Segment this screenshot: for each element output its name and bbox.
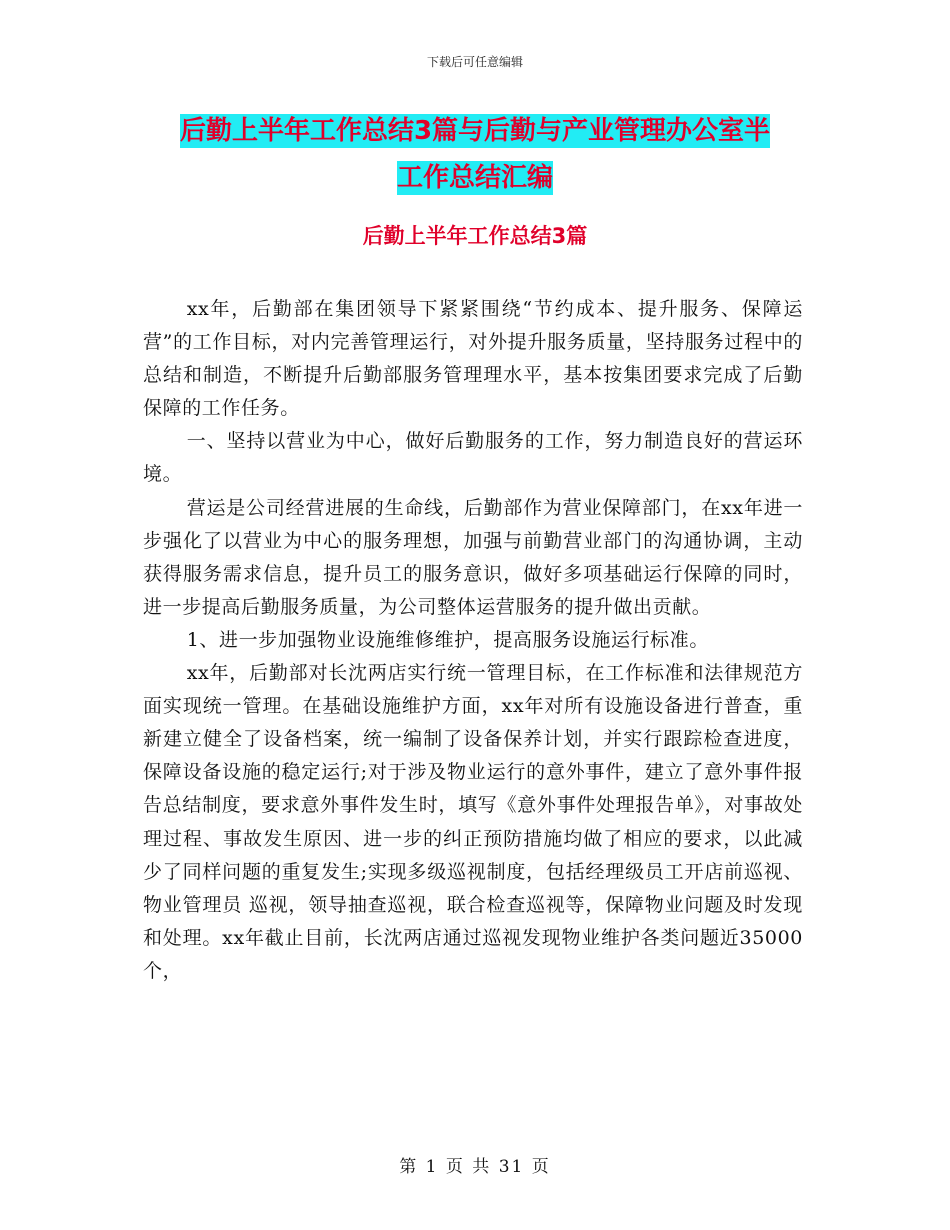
document-title bbox=[140, 108, 810, 202]
document-title-line-1: 后勤上半年工作总结3篇与后勤与产业管理办公室半 bbox=[179, 116, 771, 146]
paragraph: 营运是公司经营进展的生命线，后勤部作为营业保障部门，在xx年进一步强化了以营业为中心的服务理想，加强与前勤营业部门的沟通协调，主动获得服务需求信息，提升员工的服务意识，做好多项基础运行保障的同时，进一步提高后勤服务质量，为公司整体运营服务的提升做出贡献。 bbox=[143, 496, 803, 618]
page-footer: 第 1 页 共 31 页 bbox=[399, 1157, 551, 1177]
document-title-line-2: 工作总结汇编 bbox=[396, 163, 553, 193]
document-body bbox=[143, 293, 803, 988]
paragraph: 1、进一步加强物业设施维修维护，提高服务设施运行标准。 bbox=[186, 628, 709, 651]
paragraph: xx年，后勤部在集团领导下紧紧围绕“节约成本、提升服务、保障运营”的工作目标，对内完善管理运行，对外提升服务质量，坚持服务过程中的总结和制造，不断提升后勤部服务管理理水平，基本按集团要求完成了后勤保障的工作任务。 bbox=[143, 298, 803, 420]
section-title: 后勤上半年工作总结3篇 bbox=[362, 224, 588, 248]
page-header-note: 下载后可任意编辑 bbox=[426, 55, 523, 69]
paragraph: xx年，后勤部对长沈两店实行统一管理目标，在工作标准和法律规范方面实现统一管理。在基础设施维护方面，xx年对所有设施设备进行普查，重新建立健全了设备档案，统一编制了设备保养计划，并实行跟踪检查进度，保障设备设施的稳定运行;对于涉及物业运行的意外事件，建立了意外事件报告总结制度，要求意外事件发生时，填写《意外事件处理报告单》，对事故处理过程、事故发生原因、进一步的纠正预防措施均做了相应的要求，以此减少了同样问题的重复发生;实现多级巡视制度，包括经理级员工开店前巡视、物业管理员 巡视，领导抽查巡视，联合检查巡视等，保障物业问题及时发现和处理。xx年截止目前，长沈两店通过巡视发现物业维护各类问题近35000个， bbox=[143, 662, 803, 982]
paragraph: 一、坚持以营业为中心，做好后勤服务的工作，努力制造良好的营运环境。 bbox=[143, 430, 803, 486]
